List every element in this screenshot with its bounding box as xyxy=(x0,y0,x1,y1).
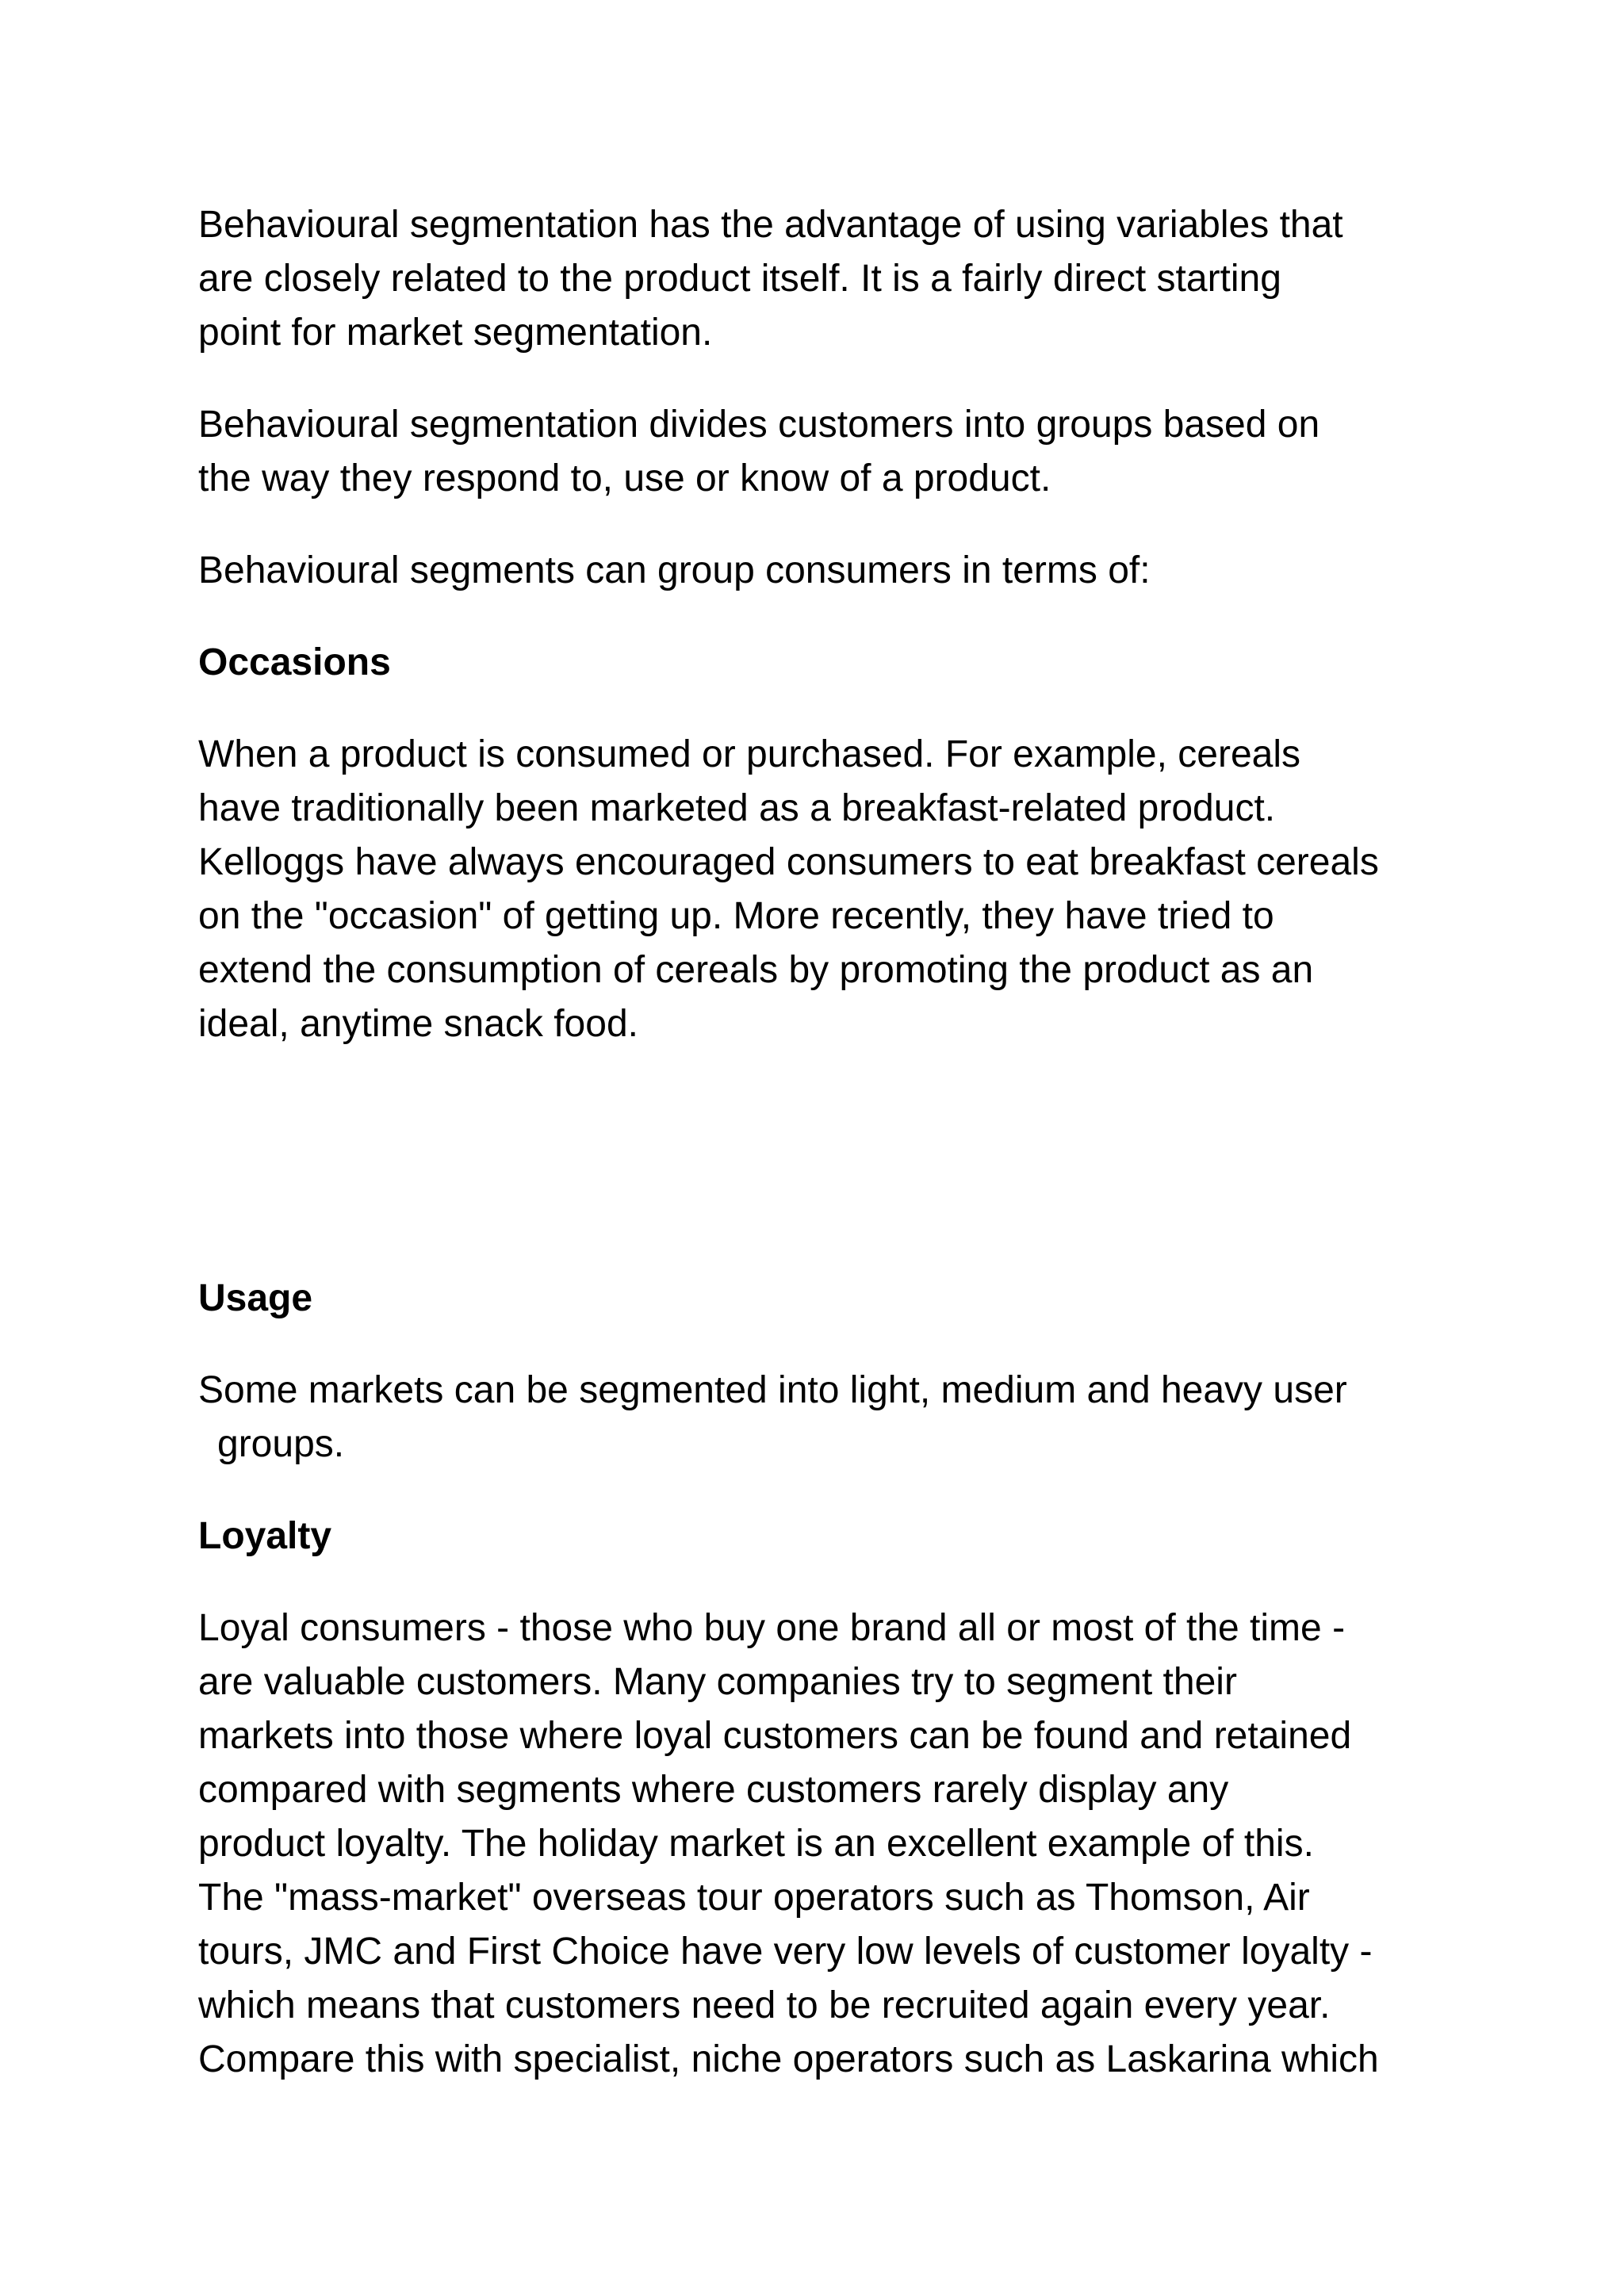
paragraph-line: Compare this with specialist, niche operators such as Laskarina which xyxy=(198,2038,1379,2080)
paragraph-line: ideal, anytime snack food. xyxy=(198,1003,638,1045)
paragraph-line: point for market segmentation. xyxy=(198,312,713,354)
paragraph-line: Loyal consumers - those who buy one brand all or most of the time - xyxy=(198,1607,1346,1649)
section-heading-usage: Usage xyxy=(198,1277,313,1319)
paragraph-line: on the "occasion" of getting up. More recently, they have tried to xyxy=(198,895,1274,937)
paragraph-line: groups. xyxy=(217,1423,345,1465)
paragraph-line: are valuable customers. Many companies try to segment their xyxy=(198,1661,1237,1703)
paragraph-line: The "mass-market" overseas tour operators such as Thomson, Air xyxy=(198,1877,1310,1919)
paragraph-line: the way they respond to, use or know of a product. xyxy=(198,457,1051,499)
paragraph-line: tours, JMC and First Choice have very low levels of customer loyalty - xyxy=(198,1931,1373,1973)
section-heading-loyalty: Loyalty xyxy=(198,1515,332,1557)
paragraph-line: product loyalty. The holiday market is an excellent example of this. xyxy=(198,1823,1314,1865)
section-heading-occasions: Occasions xyxy=(198,641,391,683)
paragraph-line: markets into those where loyal customers can be found and retained xyxy=(198,1715,1352,1757)
paragraph-line: Kelloggs have always encouraged consumers to eat breakfast cereals xyxy=(198,841,1379,883)
paragraph-line: extend the consumption of cereals by promoting the product as an xyxy=(198,949,1314,991)
paragraph-line: When a product is consumed or purchased. For example, cereals xyxy=(198,733,1301,775)
paragraph-line: have traditionally been marketed as a breakfast-related product. xyxy=(198,787,1276,829)
paragraph-line: Behavioural segmentation divides customers into groups based on xyxy=(198,404,1320,446)
paragraph-line: which means that customers need to be recruited again every year. xyxy=(198,1984,1331,2026)
paragraph-line: Some markets can be segmented into light, medium and heavy user xyxy=(198,1369,1347,1411)
paragraph-line: compared with segments where customers rarely display any xyxy=(198,1769,1229,1811)
paragraph-line: Behavioural segments can group consumers in terms of: xyxy=(198,549,1151,591)
paragraph-line: are closely related to the product itself. It is a fairly direct starting xyxy=(198,258,1281,300)
paragraph-line: Behavioural segmentation has the advantage of using variables that xyxy=(198,204,1343,246)
